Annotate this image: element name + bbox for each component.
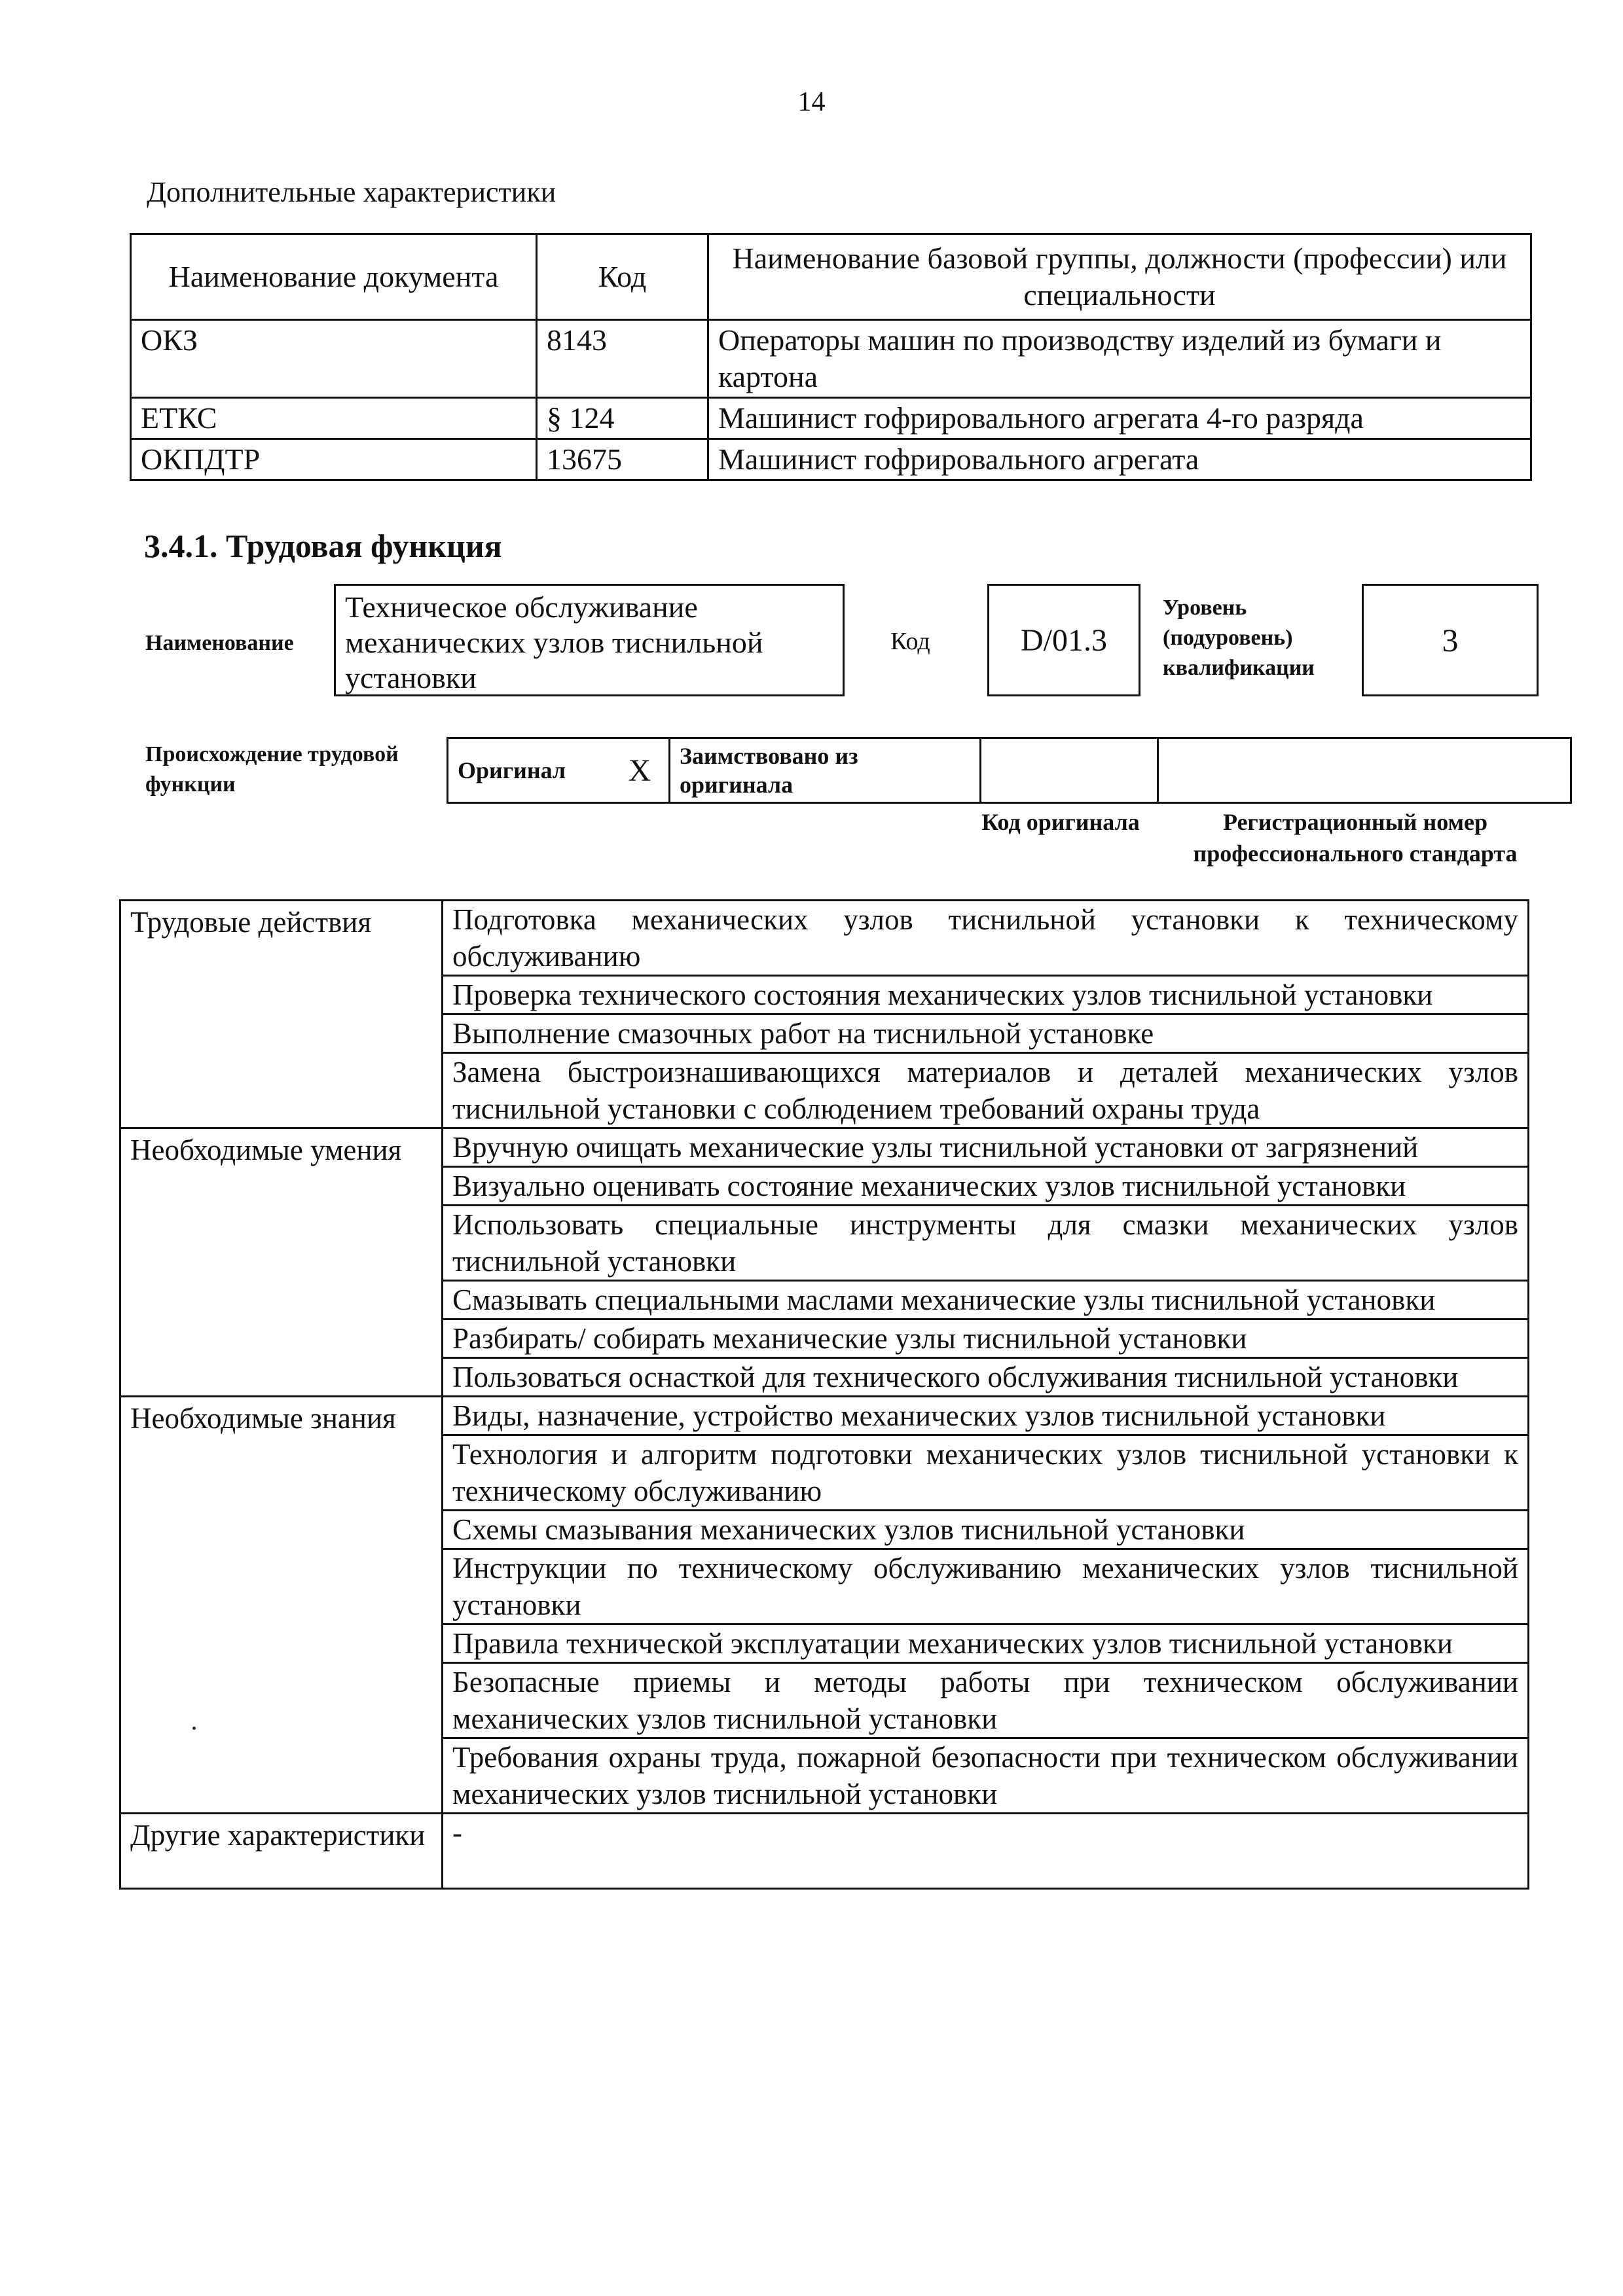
cell-code: 8143	[537, 320, 708, 398]
table-header-row	[131, 234, 1531, 320]
group-item: Разбирать/ собирать механические узлы тиснильной установки	[443, 1319, 1529, 1358]
page-number: 14	[797, 87, 826, 117]
section-title: Дополнительные характеристики	[147, 176, 556, 208]
function-code-box: D/01.3	[987, 584, 1140, 696]
group-item: Безопасные приемы и методы работы при техническом обслуживании механических узлов тиснильной установки	[443, 1663, 1529, 1738]
cell-code: § 124	[537, 398, 708, 439]
group-title: Необходимые знания	[120, 1397, 443, 1814]
cell-name: Машинист гофрировального агрегата 4-го разряда	[708, 398, 1531, 439]
cell-code: 13675	[537, 439, 708, 480]
origin-table	[447, 737, 1572, 804]
group-item: Проверка технического состояния механических узлов тиснильной установки	[443, 976, 1529, 1014]
group-item: Замена быстроизнашивающихся материалов и деталей механических узлов тиснильной установки с соблюдением требований охраны труда	[443, 1053, 1529, 1128]
table-row	[131, 320, 1531, 398]
level-label: Уровень (подуровень) квалификации	[1163, 596, 1315, 680]
group-title: Трудовые действия	[120, 901, 443, 1128]
function-heading: 3.4.1. Трудовая функция	[144, 528, 502, 564]
table-row	[131, 398, 1531, 439]
group-item: Инструкции по техническому обслуживанию механических узлов тиснильной установки	[443, 1549, 1529, 1624]
cell-document: ОКЗ	[131, 320, 537, 398]
group-item: Визуально оценивать состояние механических узлов тиснильной установки	[443, 1167, 1529, 1206]
group-item: Схемы смазывания механических узлов тиснильной установки	[443, 1511, 1529, 1549]
header-group-name: Наименование базовой группы, должности (профессии) или специальности	[708, 234, 1531, 320]
group-item: Правила технической эксплуатации механических узлов тиснильной установки	[443, 1624, 1529, 1663]
additional-characteristics-table	[130, 233, 1532, 481]
group-item: Подготовка механических узлов тиснильной установки к техническому обслуживанию	[443, 901, 1529, 976]
function-details-table	[119, 899, 1529, 1890]
group-title: Другие характеристики	[120, 1814, 443, 1889]
cell-name: Машинист гофрировального агрегата	[708, 439, 1531, 480]
group-item: Требования охраны труда, пожарной безопасности при техническом обслуживании механических узлов тиснильной установки	[443, 1738, 1529, 1814]
group-item: Технология и алгоритм подготовки механических узлов тиснильной установки к техническому обслуживанию	[443, 1435, 1529, 1511]
group-item: -	[443, 1814, 1529, 1889]
code-caption: Код оригинала	[981, 809, 1140, 835]
group-item: Вручную очищать механические узлы тиснильной установки от загрязнений	[443, 1128, 1529, 1167]
original-code-cell	[981, 738, 1158, 803]
cell-document: ОКПДТР	[131, 439, 537, 480]
original-mark: X	[611, 738, 670, 803]
group-title: Необходимые умения	[120, 1128, 443, 1397]
borrowed-cell: Заимствовано из оригинала	[670, 738, 981, 803]
function-name-box: Техническое обслуживание механических узлов тиснильной установки	[334, 584, 845, 696]
name-label: Наименование	[145, 631, 294, 655]
table-row	[120, 1814, 1529, 1889]
group-item: Смазывать специальными маслами механические узлы тиснильной установки	[443, 1281, 1529, 1319]
group-item: Пользоваться оснасткой для технического обслуживания тиснильной установки	[443, 1358, 1529, 1397]
table-row	[120, 901, 1529, 976]
table-row	[131, 439, 1531, 480]
registration-number-cell	[1158, 738, 1571, 803]
header-document: Наименование документа	[131, 234, 537, 320]
cell-name: Операторы машин по производству изделий из бумаги и картона	[708, 320, 1531, 398]
original-cell: Оригинал	[448, 738, 611, 803]
origin-label: Происхождение трудовой функции	[145, 742, 399, 797]
header-code: Код	[537, 234, 708, 320]
code-label: Код	[890, 628, 930, 655]
table-row	[120, 1128, 1529, 1167]
level-value-box: 3	[1362, 584, 1539, 696]
stray-dot	[192, 1727, 196, 1730]
group-item: Выполнение смазочных работ на тиснильной установке	[443, 1014, 1529, 1053]
table-row	[120, 1397, 1529, 1435]
registration-caption: Регистрационный номер профессионального стандарта	[1193, 809, 1518, 867]
group-item: Использовать специальные инструменты для смазки механических узлов тиснильной установки	[443, 1206, 1529, 1281]
group-item: Виды, назначение, устройство механических узлов тиснильной установки	[443, 1397, 1529, 1435]
cell-document: ЕТКС	[131, 398, 537, 439]
